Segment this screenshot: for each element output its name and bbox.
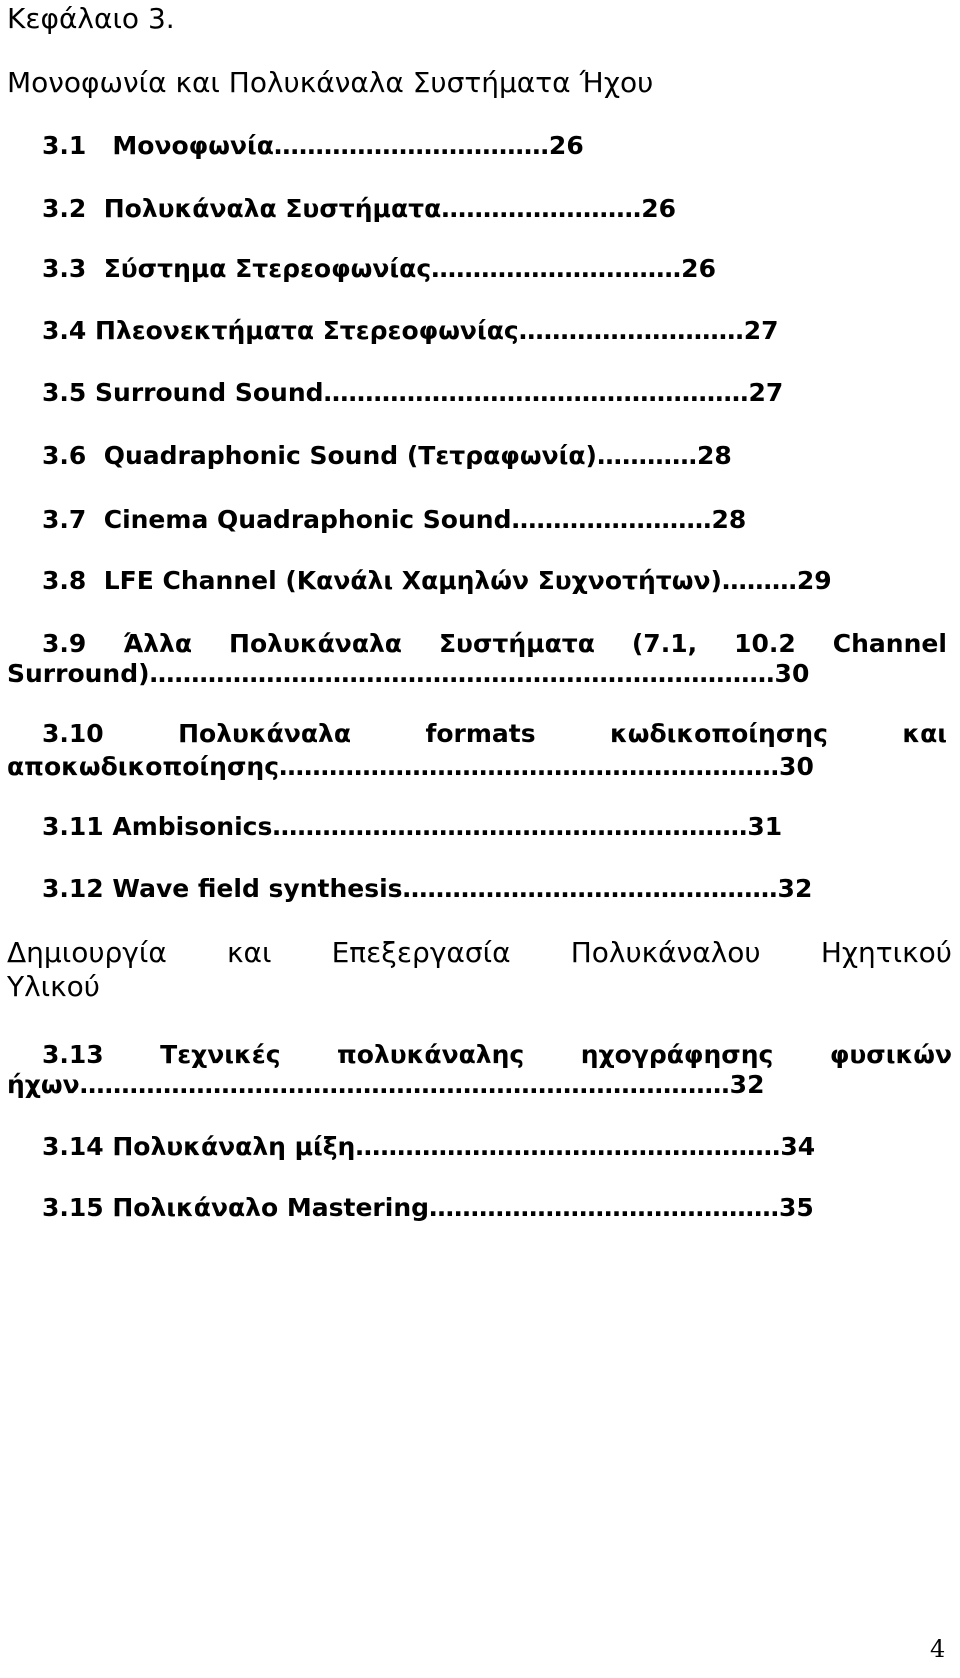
toc-entry-gap <box>86 316 95 345</box>
toc-entry-gap <box>86 505 103 534</box>
chapter-title: Κεφάλαιο 3. <box>7 2 175 35</box>
section-heading-line1 <box>7 936 952 970</box>
toc-entry-page: 29 <box>796 566 832 595</box>
toc-entry-gap <box>86 441 103 470</box>
toc-word: 3.9 <box>42 629 87 658</box>
toc-entry-title: Σύστημα Στερεοφωνίας <box>103 254 432 283</box>
toc-entry-number: 3.3 <box>42 254 87 283</box>
toc-entry-title: Quadraphonic Sound (Τετραφωνία) <box>103 441 597 470</box>
toc-entry-title: Μονοφωνία <box>112 131 274 160</box>
section-heading-word: και <box>226 936 272 969</box>
section-heading-word: Δημιουργία <box>7 936 167 969</box>
toc-word: πολυκάναλης <box>337 1040 525 1069</box>
toc-word: Τεχνικές <box>160 1040 281 1069</box>
toc-entry-gap <box>86 131 112 160</box>
toc-word: κωδικοποίησης <box>609 719 828 748</box>
toc-entry-gap <box>86 254 103 283</box>
toc-entry-dots: ……… <box>721 566 797 595</box>
toc-word: Άλλα <box>123 629 193 658</box>
toc-entry-number: 3.2 <box>42 194 87 223</box>
section-heading-word: Επεξεργασία <box>331 936 511 969</box>
toc-word: Συστήματα <box>438 629 595 658</box>
toc-entry-3-10-line1[interactable] <box>42 719 947 749</box>
toc-entry-3-14[interactable]: 3.14 Πολυκάναλη μίξη……………………………………………34 <box>42 1132 816 1161</box>
page-number: 4 <box>930 1635 946 1663</box>
toc-entry-page: 26 <box>641 194 677 223</box>
toc-word: Πολυκάναλα <box>178 719 352 748</box>
toc-entry-3-11[interactable]: 3.11 Ambisonics…………………………………………………31 <box>42 812 783 841</box>
toc-entry[interactable] <box>42 131 942 161</box>
toc-word: formats <box>425 719 536 748</box>
toc-entry-title: Surround Sound <box>95 378 324 407</box>
toc-entry-page: 27 <box>748 378 784 407</box>
toc-entry-dots: …………………………………………… <box>323 378 749 407</box>
toc-entry-number: 3.5 <box>42 378 87 407</box>
toc-entry-number: 3.7 <box>42 505 87 534</box>
toc-word: Channel <box>832 629 947 658</box>
toc-entry-3-13-line2[interactable]: ήχων……………………………………………………………………32 <box>7 1070 765 1099</box>
toc-entry-number: 3.4 <box>42 316 87 345</box>
toc-entry-dots: ………… <box>596 441 697 470</box>
toc-word: ηχογράφησης <box>580 1040 774 1069</box>
toc-word: φυσικών <box>829 1040 952 1069</box>
toc-entry[interactable] <box>42 194 942 224</box>
toc-entry-dots: ………………………… <box>431 254 682 283</box>
toc-entry-page: 26 <box>681 254 716 283</box>
section-heading-line2: Υλικού <box>7 970 100 1003</box>
toc-word: 10.2 <box>734 629 796 658</box>
toc-entry-3-15[interactable]: 3.15 Πολικάναλο Mastering……………………………………35 <box>42 1193 814 1222</box>
toc-entry-title: LFE Channel (Κανάλι Χαμηλών Συχνοτήτων) <box>103 566 722 595</box>
toc-entry-page: 28 <box>711 505 747 534</box>
section-heading-word: Ηχητικού <box>820 936 952 969</box>
toc-word: Πολυκάναλα <box>229 629 402 658</box>
toc-entry-page: 27 <box>743 316 779 345</box>
toc-entry-dots: ……………………… <box>518 316 744 345</box>
toc-entry-gap <box>86 378 95 407</box>
toc-entry-number: 3.1 <box>42 131 87 160</box>
toc-entry-3-13-line1[interactable] <box>42 1040 952 1070</box>
toc-entry-gap <box>86 194 103 223</box>
toc-entry-page: 28 <box>696 441 732 470</box>
toc-entry[interactable] <box>42 316 942 346</box>
toc-entry[interactable] <box>42 378 942 408</box>
toc-word: (7.1, <box>631 629 698 658</box>
toc-entry-gap <box>86 566 103 595</box>
toc-entry[interactable] <box>42 505 942 535</box>
toc-entry-number: 3.8 <box>42 566 87 595</box>
chapter-subtitle: Μονοφωνία και Πολυκάναλα Συστήματα Ήχου <box>7 66 654 99</box>
toc-entry-dots: …………………… <box>441 194 642 223</box>
toc-entry-title: Πολυκάναλα Συστήματα <box>103 194 442 223</box>
toc-entry[interactable] <box>42 566 942 596</box>
toc-entry[interactable] <box>42 254 942 284</box>
toc-word: 3.13 <box>42 1040 104 1069</box>
toc-word: και <box>902 719 947 748</box>
toc-entry-number: 3.6 <box>42 441 87 470</box>
toc-entry-dots: …………………………… <box>273 131 549 160</box>
toc-word: 3.10 <box>42 719 104 748</box>
toc-entry[interactable] <box>42 441 942 471</box>
toc-entry-3-12[interactable]: 3.12 Wave field synthesis………………………………………32 <box>42 874 813 903</box>
section-heading-word: Πολυκάναλου <box>570 936 761 969</box>
toc-entry-3-9-line2[interactable]: Surround)…………………………………………………………………30 <box>7 659 810 688</box>
toc-entry-dots: …………………… <box>511 505 712 534</box>
toc-entry-title: Cinema Quadraphonic Sound <box>103 505 512 534</box>
toc-entry-page: 26 <box>548 131 584 160</box>
toc-entry-3-9-line1[interactable] <box>42 629 947 659</box>
toc-entry-title: Πλεονεκτήματα Στερεοφωνίας <box>95 316 519 345</box>
toc-entry-3-10-line2[interactable]: αποκωδικοποίησης……………………………………………………30 <box>7 752 814 781</box>
